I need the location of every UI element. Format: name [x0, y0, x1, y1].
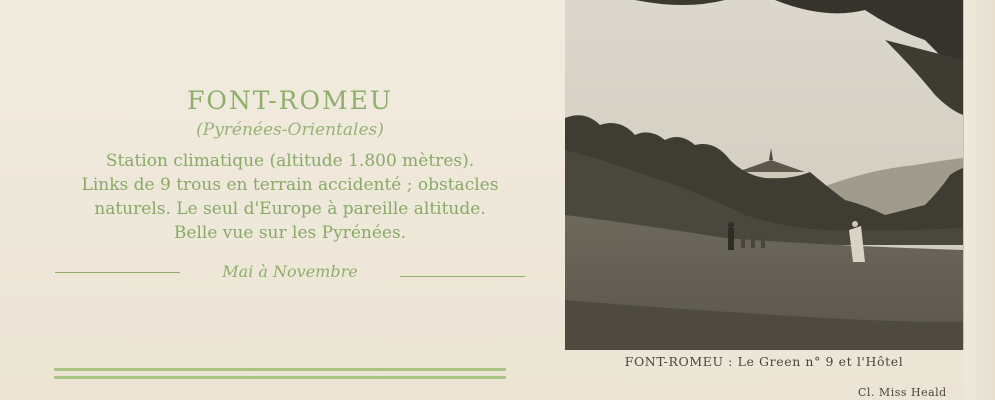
right-rule: [400, 276, 525, 277]
divider-line: [54, 368, 506, 371]
divider-line: [54, 376, 506, 379]
photo-credit: Cl. Miss Heald: [858, 386, 947, 399]
page-edge: [965, 0, 995, 400]
advertisement-block: [40, 0, 540, 400]
ad-subtitle: (Pyrénées-Orientales): [196, 120, 384, 140]
ad-line: Belle vue sur les Pyrénées.: [173, 223, 407, 243]
golf-course-photo: [565, 0, 964, 350]
ad-line: Station climatique (altitude 1.800 mètres).: [105, 151, 475, 171]
photo-caption: FONT-ROMEU : Le Green n° 9 et l'Hôtel: [624, 354, 904, 369]
photo-illustration: [565, 0, 963, 350]
ad-line: Links de 9 trous en terrain accidenté ; obstacles: [81, 175, 499, 195]
ad-title: FONT-ROMEU: [187, 86, 393, 115]
season-row: [55, 262, 525, 282]
ad-description: [40, 149, 540, 245]
season-text: Mai à Novembre: [222, 262, 358, 281]
double-divider: [54, 368, 506, 384]
ad-line: naturels. Le seul d'Europe à pareille altitude.: [94, 199, 486, 219]
